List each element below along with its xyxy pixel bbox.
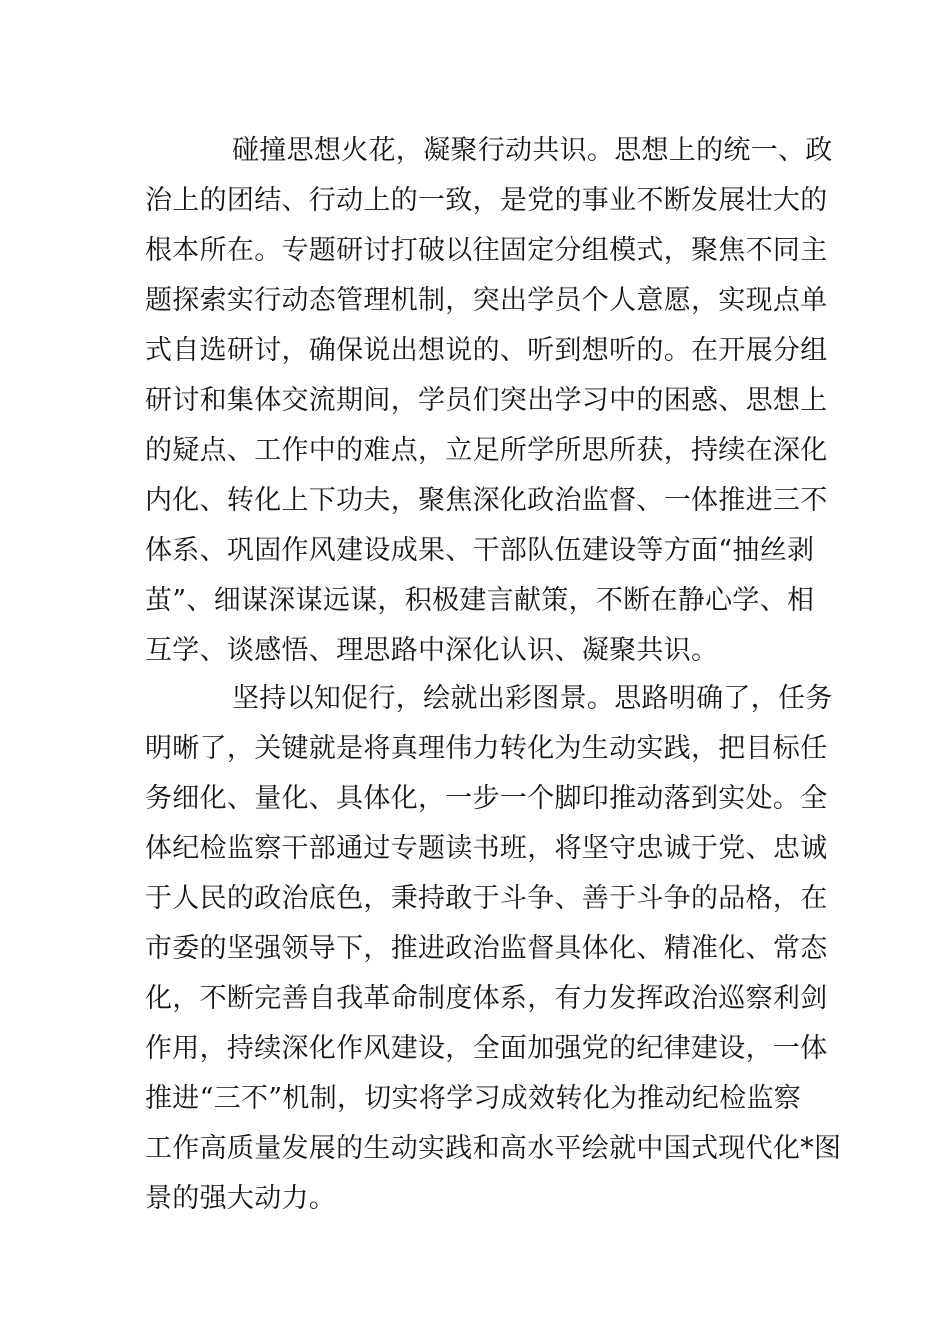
paragraph-line: 互学、谈感悟、理思路中深化认识、凝聚共识。 [145,635,719,666]
paragraph-line: 市委的坚强领导下，推进政治监督具体化、精准化、常态 [145,933,828,964]
paragraph-line: 碰撞思想火花，凝聚行动共识。思想上的统一、政 [232,135,833,166]
paragraph-line: 作用，持续深化作风建设，全面加强党的纪律建设，一体 [145,1033,828,1064]
paragraph-line: 明晰了，关键就是将真理伟力转化为生动实践，把目标任 [145,733,828,764]
paragraph-1 [145,126,833,676]
paragraph-line: 题探索实行动态管理机制，突出学员个人意愿，实现点单 [145,285,828,316]
paragraph-line: 工作高质量发展的生动实践和高水平绘就中国式现代化*图 [145,1133,842,1164]
paragraph-line: 务细化、量化、具体化，一步一个脚印推动落到实处。全 [145,783,828,814]
paragraph-line: 茧”、细谋深谋远谋，积极建言献策，不断在静心学、相 [145,585,815,616]
paragraph-line: 根本所在。专题研讨打破以往固定分组模式，聚焦不同主 [145,235,828,266]
paragraph-line: 坚持以知促行，绘就出彩图景。思路明确了，任务 [232,683,833,714]
paragraph-line: 景的强大动力。 [145,1183,337,1214]
paragraph-line: 治上的团结、行动上的一致，是党的事业不断发展壮大的 [145,185,828,216]
paragraph-line: 推进“三不”机制，切实将学习成效转化为推动纪检监察 [145,1083,802,1114]
paragraph-line: 内化、转化上下功夫，聚焦深化政治监督、一体推进三不 [145,485,828,516]
paragraph-2 [145,674,842,1224]
paragraph-line: 的疑点、工作中的难点，立足所学所思所获，持续在深化 [145,435,828,466]
paragraph-line: 体纪检监察干部通过专题读书班，将坚守忠诚于党、忠诚 [145,833,828,864]
paragraph-line: 式自选研讨，确保说出想说的、听到想听的。在开展分组 [145,335,828,366]
paragraph-line: 于人民的政治底色，秉持敢于斗争、善于斗争的品格，在 [145,883,828,914]
paragraph-line: 研讨和集体交流期间，学员们突出学习中的困惑、思想上 [145,385,828,416]
paragraph-line: 体系、巩固作风建设成果、干部队伍建设等方面“抽丝剥 [145,535,815,566]
paragraph-line: 化，不断完善自我革命制度体系，有力发挥政治巡察利剑 [145,983,828,1014]
